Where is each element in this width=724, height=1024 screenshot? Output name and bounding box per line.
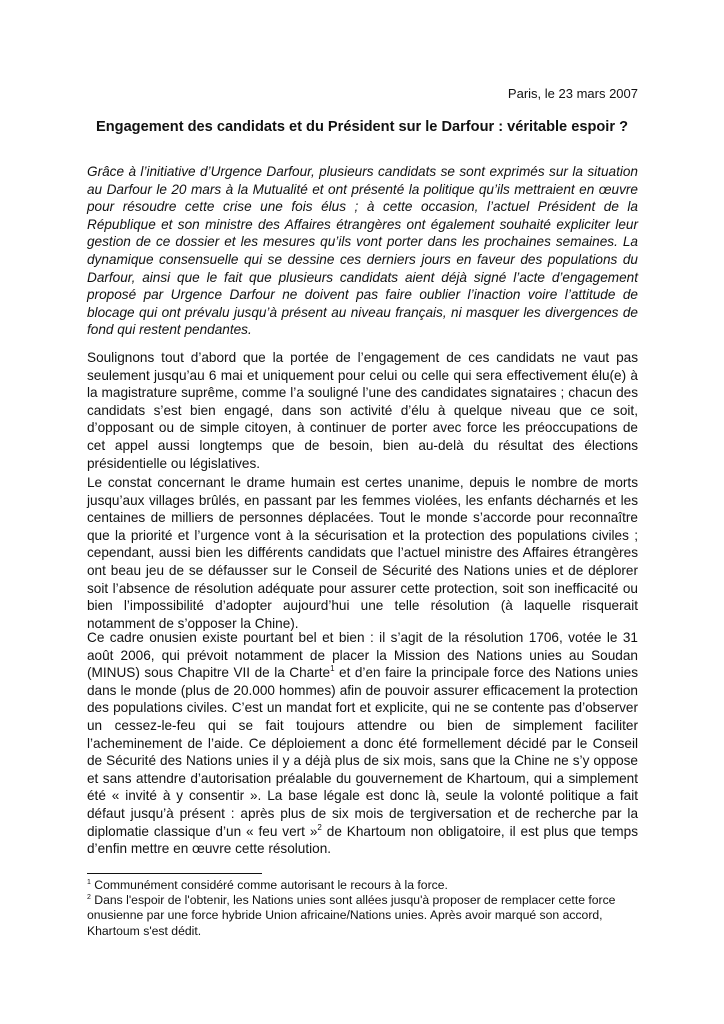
intro-paragraph: Grâce à l’initiative d’Urgence Darfour, plusieurs candidats se sont exprimés sur la situation au Darfour le 20 mars à la Mutualité et ont présenté la politique qu’ils mettraient en œuvre pour résoudre cette crise une fois élus ; à cette occasion, l’actuel Président de la République et son ministre des Affaires étrangères ont également souhaité expliciter leur gestion de ce dossier et les mesures qu’ils vont porter dans les prochaines semaines. La dynamique consensuelle qui se dessine ces derniers jours en faveur des populations du Darfour, ainsi que le fait que plusieurs candidats aient déjà signé l’acte d’engagement proposé par Urgence Darfour ne doivent pas faire oublier l’inaction voire l’attitude de blocage qui ont prévalu jusqu’à présent au niveau français, ni masquer les divergences de fond qui restent pendantes.	[87, 164, 638, 338]
body-paragraph-2: Le constat concernant le drame humain est certes unanime, depuis le nombre de morts jusqu’aux villages brûlés, en passant par les femmes violées, les enfants décharnés et les centaines de milliers de personnes déplacées. Tout le monde s’accorde pour reconnaître que la priorité et l’urgence vont à la sécurisation et la protection des populations civiles ; cependant, aussi bien les différents candidats que l’actuel ministre des Affaires étrangères ont beau jeu de se défausser sur le Conseil de Sécurité des Nations unies et de déplorer soit l’absence de résolution adéquate pour assurer cette protection, soit son inefficacité ou bien l’impossibilité d’adopter aujourd’hui une telle résolution (à laquelle risquerait notamment de s’opposer la Chine).	[87, 475, 638, 631]
document-title: Engagement des candidats et du Président sur le Darfour : véritable espoir ?	[96, 119, 628, 135]
body-paragraph-1: Soulignons tout d’abord que la portée de l’engagement de ces candidats ne vaut pas seulement jusqu’au 6 mai et uniquement pour celui ou celle qui sera effectivement élu(e) à la magistrature suprême, comme l’a souligné l’une des candidates signataires ; chacun des candidats s’est bien engagé, dans son activité d’élu à quelque niveau que ce soit, d’opposant ou de simple citoyen, à continuer de porter avec force les préoccupations de cet appel aussi longtemps que de besoin, bien au-delà du résultat des élections présidentielle ou législatives.	[87, 350, 638, 471]
footnote-separator	[87, 873, 262, 874]
footnote-text: Dans l'espoir de l'obtenir, les Nations unies sont allées jusqu'à proposer de remplacer cette force onusienne par une force hybride Union africaine/Nations unies. Après avoir marqué son accord, Khartoum s'est dédit.	[87, 893, 616, 938]
footnotes	[87, 878, 638, 939]
document-date: Paris, le 23 mars 2007	[507, 86, 638, 101]
footnote-number: 2	[87, 894, 91, 902]
body-paragraph-3	[87, 629, 638, 858]
footnote-text: Communément considéré comme autorisant le recours à la force.	[90, 878, 448, 892]
footnote-2	[87, 893, 638, 939]
footnote-ref-2[interactable]: 2	[317, 822, 322, 832]
paragraph-3-text-a: Ce cadre onusien existe pourtant bel et bien : il s’agit de la résolution 1706, votée le 31 août 2006, qui prévoit notamment de placer la Mission des Nations unies au Soudan (MINUS) sous Chapitre VII de la Charte	[87, 630, 638, 681]
paragraph-3-text-b: et d’en faire la principale force des Nations unies dans le monde (plus de 20.000 hommes) afin de pouvoir assurer efficacement la protection des populations civiles. C’est un mandat fort et explicite, qui ne se contente pas d’observer un cessez-le-feu qui se fait toujours attendre ou bien de simplement faciliter l’acheminement de l’aide. Ce déploiement a donc été formellement décidé par le Conseil de Sécurité des Nations unies il y a déjà plus de six mois, sans que la Chine ne s’y oppose et sans attendre d’autorisation préalable du gouvernement de Khartoum, qui a simplement été « invité à y consentir ». La base légale est donc là, seule la volonté politique a fait défaut jusqu’à présent : après plus de six mois de tergiversation et de recherche par la diplomatie classique d’un « feu vert »	[87, 665, 639, 839]
paragraph-3-text-c: de Khartoum non obligatoire, il est plus que temps d’enfin mettre en œuvre cette résolution.	[87, 823, 638, 857]
footnote-1	[87, 878, 638, 893]
footnote-ref-1[interactable]: 1	[330, 664, 335, 674]
footnote-number: 1	[87, 879, 91, 886]
